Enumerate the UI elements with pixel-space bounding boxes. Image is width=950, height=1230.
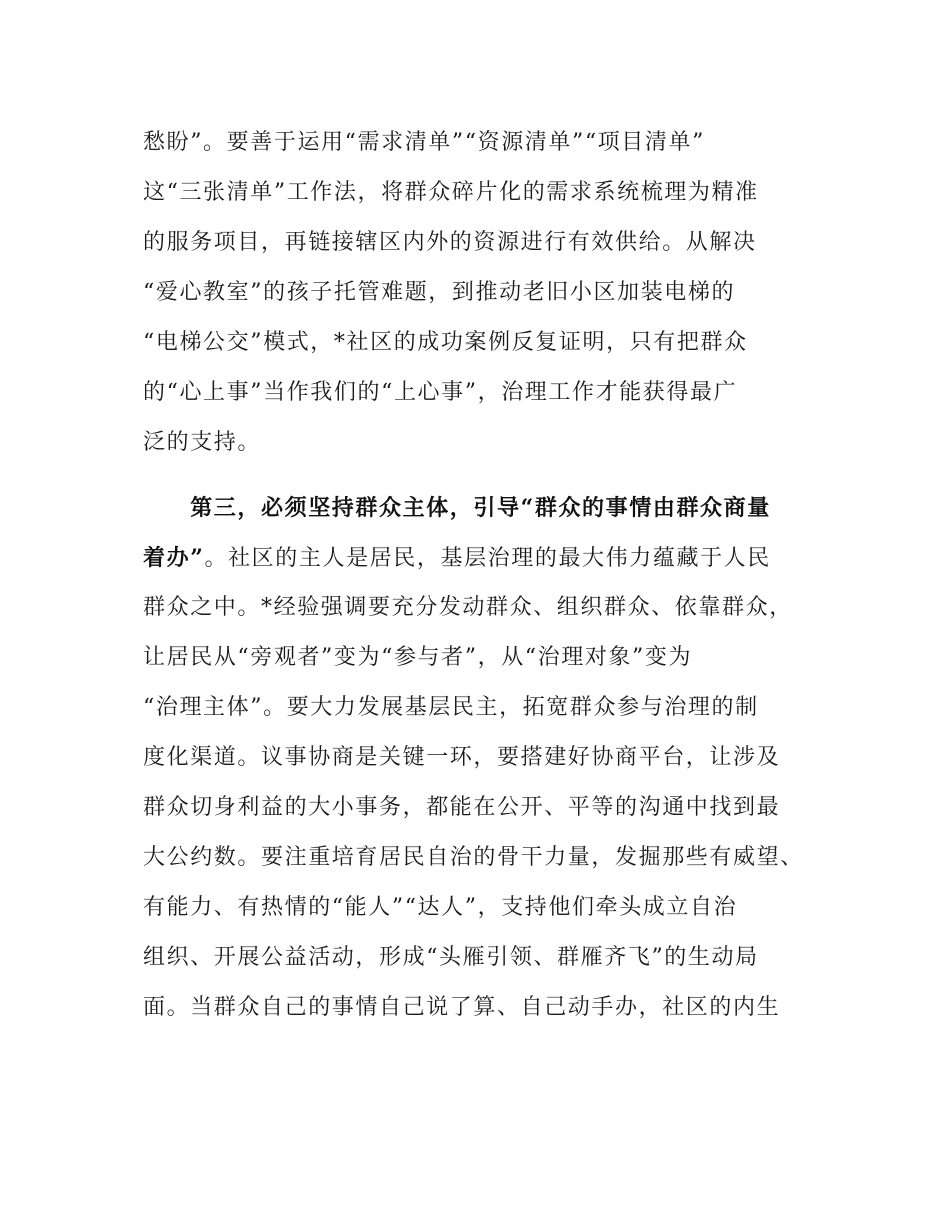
text-line: 大公约数。要注重培育居民自治的骨干力量，发掘那些有威望、	[143, 845, 804, 870]
paragraph-continuation	[143, 118, 843, 468]
text-line: 群众之中。*经验强调要充分发动群众、组织群众、依靠群众，	[143, 595, 793, 620]
text-line: 的服务项目，再链接辖区内外的资源进行有效供给。从解决	[143, 230, 757, 255]
text-line: “电梯公交”模式，*社区的成功案例反复证明，只有把群众	[143, 330, 748, 355]
text-line: “治理主体”。要大力发展基层民主，拓宽群众参与治理的制	[143, 695, 759, 720]
text-line: 这“三张清单”工作法，将群众碎片化的需求系统梳理为精准	[143, 180, 759, 205]
text-line: 面。当群众自己的事情自己说了算、自己动手办，社区的内生	[143, 995, 781, 1020]
text-line: 度化渠道。议事协商是关键一环，要搭建好协商平台，让涉及	[143, 745, 781, 770]
text-line: 泛的支持。	[143, 430, 262, 455]
text-line: 的“心上事”当作我们的“上心事”，治理工作才能获得最广	[143, 380, 738, 405]
text-line: 愁盼”。要善于运用“需求清单”“资源清单”“项目清单”	[143, 130, 705, 155]
text-line: 有能力、有热情的“能人”“达人”，支持他们牵头成立自治	[143, 895, 738, 920]
text-line: “爱心教室”的孩子托管难题，到推动老旧小区加装电梯的	[143, 280, 736, 305]
text-line: 让居民从“旁观者”变为“参与者”，从“治理对象”变为	[143, 645, 693, 670]
paragraph-third-point	[143, 483, 843, 1033]
text-line: 群众切身利益的大小事务，都能在公开、平等的沟通中找到最	[143, 795, 781, 820]
section-heading-tail: 着办”	[143, 545, 205, 571]
section-heading-line: 第三，必须坚持群众主体，引导“群众的事情由群众商量	[143, 495, 771, 521]
text-line	[143, 533, 843, 583]
text-line-rest: 。社区的主人是居民，基层治理的最大伟力蕴藏于人民	[204, 546, 771, 571]
text-line: 组织、开展公益活动，形成“头雁引领、群雁齐飞”的生动局	[143, 945, 759, 970]
